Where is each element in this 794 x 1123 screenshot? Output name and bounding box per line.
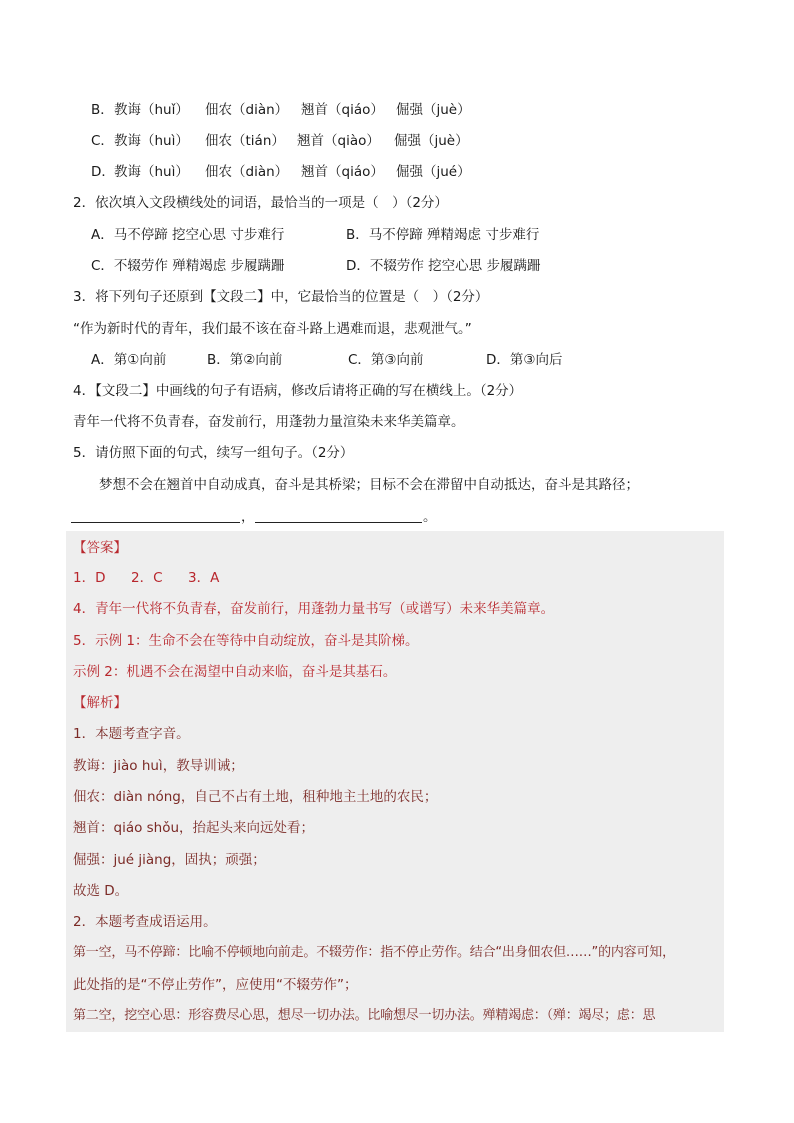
answer-choice: 3．A: [188, 570, 220, 586]
option-label: C．: [91, 133, 114, 149]
option-item: 教诲（huì）: [114, 133, 189, 149]
answer-choice: 1．D: [73, 570, 106, 586]
q5-example: 梦想不会在翘首中自动成真，奋斗是其桥梁；目标不会在滞留中自动抵达，奋斗是其路径；: [99, 477, 639, 493]
option-item: 倔强（juè）: [396, 102, 471, 118]
option-item: 翘首（qiáo）: [301, 164, 384, 180]
option-item: 翘首（qiáo）: [301, 102, 384, 118]
q5-stem: 5．请仿照下面的句式，续写一组句子。（2分）: [73, 445, 354, 461]
q2-option-a[interactable]: A．马不停蹄 挖空心思 寸步难行: [91, 227, 285, 243]
q3-quote: “作为新时代的青年，我们最不该在奋斗路上遇难而退，悲观泄气。”: [73, 321, 472, 337]
analysis-heading: 【解析】: [73, 695, 127, 711]
q4-sentence: 青年一代将不负青春，奋发前行，用蓬勃力量渲染未来华美篇章。: [73, 414, 465, 430]
analysis-line: 故选 D。: [73, 883, 129, 899]
answer-q5-example-1: 5．示例 1：生命不会在等待中自动绽放，奋斗是其阶梯。: [73, 633, 419, 649]
answer-choice: 2．C: [131, 570, 163, 586]
option-item: 佃农（tián）: [205, 133, 285, 149]
q2-option-b[interactable]: B．马不停蹄 殚精竭虑 寸步难行: [346, 227, 540, 243]
analysis-line: 1．本题考查字音。: [73, 726, 190, 742]
analysis-line: 此处指的是“不停止劳作”，应使用“不辍劳作”；: [73, 977, 358, 993]
q3-option-c[interactable]: C．第③向前: [348, 352, 424, 368]
q5-answer-blank-1[interactable]: [71, 522, 240, 523]
q5-answer-blank-2[interactable]: [255, 522, 422, 523]
option-item: 教诲（huǐ）: [114, 102, 189, 118]
option-item: 佃农（diàn）: [205, 164, 289, 180]
analysis-line: 翘首：qiáo shǒu，抬起头来向远处看；: [73, 820, 315, 836]
q3-option-d[interactable]: D．第③向后: [486, 352, 563, 368]
analysis-line: 第一空，马不停蹄：比喻不停顿地向前走。不辍劳作：指不停止劳作。结合“出身佃农但……”的内容可知，: [73, 945, 675, 960]
q4-stem: 4．【文段二】中画线的句子有语病，修改后请将正确的写在横线上。（2分）: [73, 383, 523, 399]
q5-period: 。: [423, 509, 437, 525]
option-item: 教诲（huì）: [114, 164, 189, 180]
q2-option-d[interactable]: D．不辍劳作 挖空心思 步履蹒跚: [346, 258, 541, 274]
option-item: 翘首（qiào）: [297, 133, 380, 149]
answer-q5-example-2: 示例 2：机遇不会在渴望中自动来临，奋斗是其基石。: [73, 664, 397, 680]
option-label: D．: [91, 164, 115, 180]
analysis-line: 佃农：diàn nóng，自己不占有土地，租种地主土地的农民；: [73, 789, 438, 805]
q3-stem: 3．将下列句子还原到【文段二】中，它最恰当的位置是（ ）（2分）: [73, 289, 489, 305]
q2-option-c[interactable]: C．不辍劳作 殚精竭虑 步履蹒跚: [91, 258, 285, 274]
q2-stem: 2．依次填入文段横线处的词语，最恰当的一项是（ ）（2分）: [73, 195, 448, 211]
analysis-line: 第二空，挖空心思：形容费尽心思，想尽一切办法。比喻想尽一切办法。殚精竭虑：（殚：竭尽；虑：思: [73, 1008, 656, 1023]
answer-heading: 【答案】: [73, 540, 127, 556]
option-item: 佃农（diàn）: [205, 102, 289, 118]
option-label: B．: [91, 102, 114, 118]
option-item: 倔强（jué）: [396, 164, 471, 180]
option-item: 倔强（juè）: [394, 133, 469, 149]
q3-option-a[interactable]: A．第①向前: [91, 352, 167, 368]
q5-comma: ，: [241, 509, 255, 525]
q3-option-b[interactable]: B．第②向前: [207, 352, 283, 368]
analysis-line: 倔强：jué jiàng，固执；顽强；: [73, 852, 266, 868]
analysis-line: 教诲：jiào huì，教导训诫；: [73, 758, 244, 774]
answer-q4: 4．青年一代将不负青春，奋发前行，用蓬勃力量书写（或谱写）未来华美篇章。: [73, 601, 555, 617]
analysis-line: 2．本题考查成语运用。: [73, 914, 217, 930]
